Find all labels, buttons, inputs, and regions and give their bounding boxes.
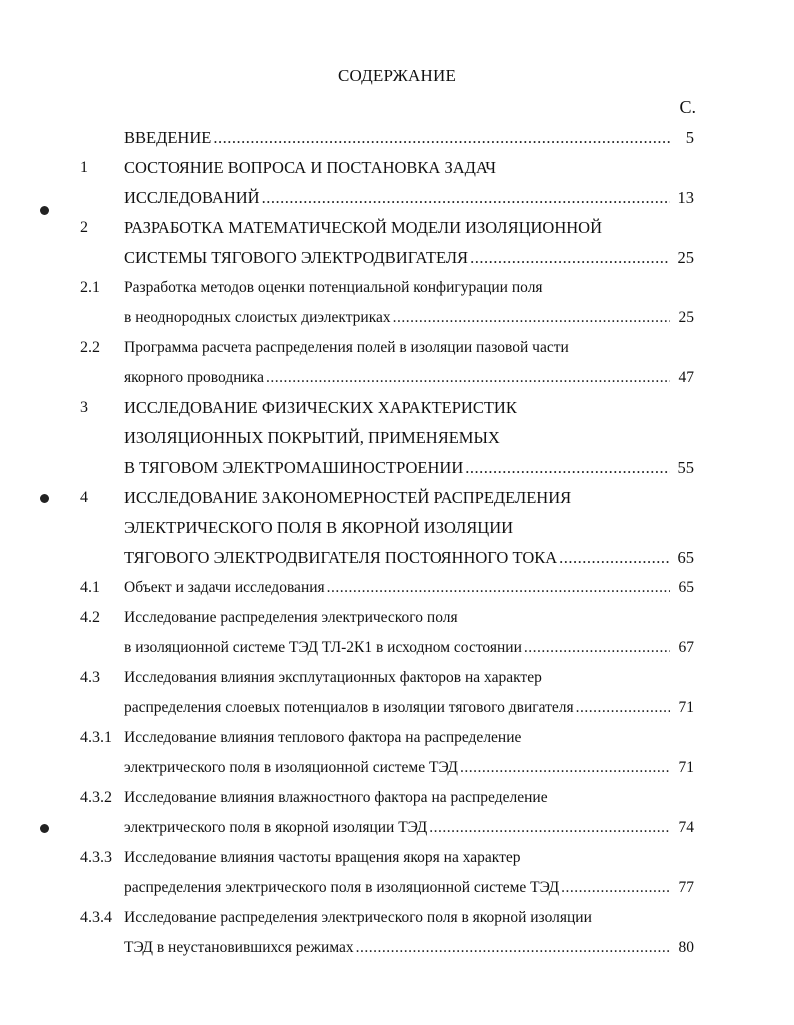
toc-entry-text: электрического поля в изоляционной системе ТЭД xyxy=(124,759,458,776)
toc-page-number: 67 xyxy=(678,639,694,656)
binding-hole-mark xyxy=(40,206,49,215)
toc-entry-number: 2.1 xyxy=(80,279,100,296)
toc-page-number: 47 xyxy=(678,369,694,386)
toc-entry-line[interactable] xyxy=(124,907,694,929)
toc-entry-line[interactable] xyxy=(124,547,694,569)
dot-leader xyxy=(356,937,670,959)
toc-entry-number: 4.3.2 xyxy=(80,789,112,806)
binding-hole-mark xyxy=(40,824,49,833)
toc-entry-number: 4.3.1 xyxy=(80,729,112,746)
toc-entry-text: ТЯГОВОГО ЭЛЕКТРОДВИГАТЕЛЯ ПОСТОЯННОГО ТОКА xyxy=(124,548,558,567)
toc-entry-line[interactable] xyxy=(124,157,694,179)
toc-entry-text: распределения слоевых потенциалов в изоляции тягового двигателя xyxy=(124,699,574,716)
toc-entry-line[interactable] xyxy=(124,877,694,899)
toc-entry-text: Программа расчета распределения полей в изоляции пазовой части xyxy=(124,339,569,356)
toc-page-number: 65 xyxy=(678,579,694,596)
toc-entry-text: распределения электрического поля в изоляционной системе ТЭД xyxy=(124,879,560,896)
toc-page-number: 77 xyxy=(678,879,694,896)
toc-entry-number: 4.3.4 xyxy=(80,909,112,926)
toc-entry-text: РАЗРАБОТКА МАТЕМАТИЧЕСКОЙ МОДЕЛИ ИЗОЛЯЦИОННОЙ xyxy=(124,218,603,237)
toc-page-number: 80 xyxy=(678,939,694,956)
dot-leader xyxy=(559,547,670,569)
toc-entry-text: Исследование влияния влажностного фактора на распределение xyxy=(124,789,548,806)
dot-leader xyxy=(465,457,670,479)
toc-entry-number: 4.3.3 xyxy=(80,849,112,866)
toc-page-number: 13 xyxy=(677,188,694,207)
dot-leader xyxy=(327,577,670,599)
toc-entry-text: ВВЕДЕНИЕ xyxy=(124,128,212,147)
toc-page-number: 74 xyxy=(678,819,694,836)
toc-entry-text: Исследование влияния теплового фактора на распределение xyxy=(124,729,522,746)
toc-entry-line[interactable] xyxy=(124,307,694,329)
toc-entry-text: Разработка методов оценки потенциальной конфигурации поля xyxy=(124,279,543,296)
toc-entry-line[interactable] xyxy=(124,277,694,299)
toc-entry-number: 4.3 xyxy=(80,669,100,686)
toc-entry-line[interactable] xyxy=(124,937,694,959)
toc-page-number: 71 xyxy=(678,759,694,776)
toc-entry-text: в неоднородных слоистых диэлектриках xyxy=(124,309,391,326)
page-column-label: С. xyxy=(679,97,696,117)
toc-page-number: 5 xyxy=(685,128,694,147)
dot-leader xyxy=(460,757,670,779)
toc-entry-line[interactable] xyxy=(124,217,694,239)
toc-entry-text: Исследование распределения электрического поля в якорной изоляции xyxy=(124,909,592,926)
toc-entry-text: ИЗОЛЯЦИОННЫХ ПОКРЫТИЙ, ПРИМЕНЯЕМЫХ xyxy=(124,428,500,447)
toc-entry-number: 4.2 xyxy=(80,609,100,626)
toc-entry-text: Исследование распределения электрического поля xyxy=(124,609,458,626)
toc-entry-line[interactable] xyxy=(124,637,694,659)
toc-entry-number: 2 xyxy=(80,219,88,236)
dot-leader xyxy=(262,187,670,209)
toc-entry-line[interactable] xyxy=(124,757,694,779)
dot-leader xyxy=(470,247,670,269)
toc-entry-number: 2.2 xyxy=(80,339,100,356)
toc-entry-line[interactable] xyxy=(124,367,694,389)
toc-page-number: 25 xyxy=(677,248,694,267)
toc-entry-line[interactable] xyxy=(124,817,694,839)
dot-leader xyxy=(429,817,670,839)
toc-entry-line[interactable] xyxy=(124,127,694,149)
toc-entry-line[interactable] xyxy=(124,457,694,479)
toc-entry-line[interactable] xyxy=(124,697,694,719)
toc-entry-text: ТЭД в неустановившихся режимах xyxy=(124,939,354,956)
toc-entry-text: В ТЯГОВОМ ЭЛЕКТРОМАШИНОСТРОЕНИИ xyxy=(124,458,464,477)
toc-entry-text: электрического поля в якорной изоляции ТЭД xyxy=(124,819,428,836)
toc-entry-line[interactable] xyxy=(124,607,694,629)
toc-entry-line[interactable] xyxy=(124,787,694,809)
toc-entry-line[interactable] xyxy=(124,847,694,869)
toc-entry-line[interactable] xyxy=(124,727,694,749)
toc-entry-text: в изоляционной системе ТЭД ТЛ-2К1 в исходном состоянии xyxy=(124,639,522,656)
toc-entry-number: 4 xyxy=(80,489,88,506)
binding-hole-mark xyxy=(40,494,49,503)
dot-leader xyxy=(266,367,670,389)
page-title: СОДЕРЖАНИЕ xyxy=(337,66,457,85)
toc-entry-text: ИССЛЕДОВАНИЕ ЗАКОНОМЕРНОСТЕЙ РАСПРЕДЕЛЕНИЯ xyxy=(124,488,572,507)
toc-page-number: 55 xyxy=(677,458,694,477)
toc-entry-text: ИССЛЕДОВАНИЙ xyxy=(124,188,260,207)
toc-entry-line[interactable] xyxy=(124,427,694,449)
toc-entry-number: 4.1 xyxy=(80,579,100,596)
toc-entry-line[interactable] xyxy=(124,487,694,509)
toc-entry-line[interactable] xyxy=(124,397,694,419)
toc-entry-text: СОСТОЯНИЕ ВОПРОСА И ПОСТАНОВКА ЗАДАЧ xyxy=(124,158,497,177)
dot-leader xyxy=(561,877,670,899)
toc-entry-line[interactable] xyxy=(124,187,694,209)
toc-entry-line[interactable] xyxy=(124,667,694,689)
toc-entry-text: Исследования влияния эксплутационных факторов на характер xyxy=(124,669,542,686)
toc-entry-line[interactable] xyxy=(124,517,694,539)
dot-leader xyxy=(576,697,670,719)
toc-page-number: 65 xyxy=(677,548,694,567)
toc-entry-line[interactable] xyxy=(124,337,694,359)
toc-entry-text: Объект и задачи исследования xyxy=(124,579,325,596)
toc-entry-text: ИССЛЕДОВАНИЕ ФИЗИЧЕСКИХ ХАРАКТЕРИСТИК xyxy=(124,398,517,417)
toc-entry-text: СИСТЕМЫ ТЯГОВОГО ЭЛЕКТРОДВИГАТЕЛЯ xyxy=(124,248,469,267)
dot-leader xyxy=(393,307,670,329)
toc-page-number: 71 xyxy=(678,699,694,716)
toc-entry-text: ЭЛЕКТРИЧЕСКОГО ПОЛЯ В ЯКОРНОЙ ИЗОЛЯЦИИ xyxy=(124,518,514,537)
dot-leader xyxy=(524,637,670,659)
toc-entry-text: Исследование влияния частоты вращения якоря на характер xyxy=(124,849,521,866)
dot-leader xyxy=(213,127,670,149)
toc-entry-line[interactable] xyxy=(124,247,694,269)
toc-entry-number: 3 xyxy=(80,399,88,416)
toc-entry-number: 1 xyxy=(80,159,88,176)
toc-page-number: 25 xyxy=(678,309,694,326)
toc-entry-line[interactable] xyxy=(124,577,694,599)
toc-entry-text: якорного проводника xyxy=(124,369,264,386)
